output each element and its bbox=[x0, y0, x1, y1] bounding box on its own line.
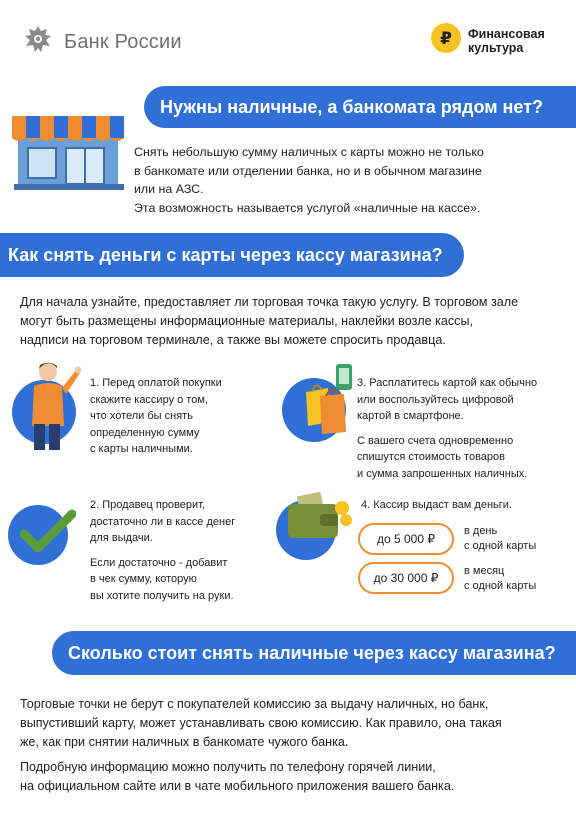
text-line: же, как при снятии наличных в банкомате чужого банка. bbox=[20, 735, 349, 749]
section3-paragraph-2 bbox=[20, 758, 560, 796]
text-line: 2. Продавец проверит, bbox=[90, 499, 206, 511]
bank-name: Банк России bbox=[64, 31, 182, 53]
section1-title: Нужны наличные, а банкомата рядом нет? bbox=[144, 86, 576, 128]
ruble-symbol: ₽ bbox=[440, 29, 452, 49]
text-line: определенную сумму bbox=[90, 426, 200, 439]
wallet-icon bbox=[284, 490, 354, 551]
eagle-emblem-icon bbox=[20, 22, 56, 63]
text-line: 3. Расплатитесь картой как обычно bbox=[357, 377, 538, 389]
text-line: Подробную информацию можно получить по телефону горячей линии, bbox=[20, 760, 436, 774]
limit-daily-note bbox=[464, 524, 536, 554]
text-line: Торговые точки не берут с покупателей комиссию за выдачу наличных, но банк, bbox=[20, 697, 489, 711]
text-line: Снять небольшую сумму наличных с карты можно не только bbox=[134, 145, 484, 159]
text-line: спишутся стоимость товаров bbox=[357, 451, 505, 463]
step1-text bbox=[90, 375, 260, 458]
text-line: достаточно ли в кассе денег bbox=[90, 515, 236, 528]
ruble-coin-icon bbox=[430, 22, 462, 59]
text-line: или на АЗС. bbox=[134, 182, 204, 196]
text-line: Эта возможность называется услугой «наличные на кассе». bbox=[134, 200, 481, 215]
text-line: для выдачи. bbox=[90, 532, 153, 544]
step4-title: 4. Кассир выдаст вам деньги. bbox=[361, 499, 512, 511]
text-line: 1. Перед оплатой покупки bbox=[90, 377, 222, 389]
text-line: или воспользуйтесь цифровой bbox=[357, 393, 514, 406]
fk-line2: культура bbox=[468, 40, 524, 55]
text-line: с карты наличными. bbox=[90, 443, 193, 455]
text-line: С вашего счета одновременно bbox=[357, 434, 514, 447]
fk-line1: Финансовая bbox=[468, 26, 545, 41]
section1-text bbox=[134, 143, 554, 217]
limit-daily-amount: до 5 000 ₽ bbox=[358, 523, 454, 555]
text-line: вы хотите получить на руки. bbox=[90, 589, 234, 602]
text-line: с одной карты bbox=[464, 540, 537, 552]
text-line: на официальном сайте или в чате мобильного приложения вашего банка. bbox=[20, 779, 455, 793]
text-line: Если достаточно - добавит bbox=[90, 556, 228, 569]
section3-paragraph-1 bbox=[20, 695, 560, 752]
text-line: в день bbox=[464, 525, 498, 537]
text-line: с одной карты bbox=[464, 580, 537, 592]
text-line: в месяц bbox=[464, 565, 505, 577]
bank-russia-logo bbox=[20, 22, 182, 63]
section2-title: Как снять деньги с карты через кассу магазина? bbox=[0, 233, 464, 277]
text-line: выпустивший карту, может устанавливать свою комиссию. Как правило, она такая bbox=[20, 716, 502, 730]
step3-text bbox=[357, 375, 557, 490]
section2-intro bbox=[20, 293, 560, 350]
shopping-bags-icon bbox=[300, 362, 358, 441]
step2-text bbox=[90, 497, 260, 612]
text-line: Для начала узнайте, предоставляет ли торговая точка такую услугу. В торговом зале bbox=[20, 295, 519, 309]
text-line: надписи на торговом терминале, а также вы можете спросить продавца. bbox=[20, 333, 446, 347]
text-line: что хотели бы снять bbox=[90, 410, 193, 422]
limit-monthly-amount: до 30 000 ₽ bbox=[358, 562, 454, 594]
text-line: скажите кассиру о том, bbox=[90, 393, 208, 406]
text-line: и сумма запрошенных наличных. bbox=[357, 467, 528, 480]
checkmark-icon bbox=[20, 508, 76, 561]
limit-monthly-note bbox=[464, 564, 536, 594]
person-pointing-icon bbox=[18, 356, 88, 457]
financial-culture-logo bbox=[430, 22, 545, 59]
text-line: картой в смартфоне. bbox=[357, 410, 464, 422]
text-line: в банкомате или отделении банка, но и в обычном магазине bbox=[134, 163, 482, 178]
text-line: в чек сумму, которую bbox=[90, 573, 197, 585]
text-line: могут быть размещены информационные материалы, наклейки возле кассы, bbox=[20, 314, 474, 328]
section3-title: Сколько стоит снять наличные через кассу магазина? bbox=[52, 631, 576, 675]
shop-icon bbox=[12, 112, 126, 195]
